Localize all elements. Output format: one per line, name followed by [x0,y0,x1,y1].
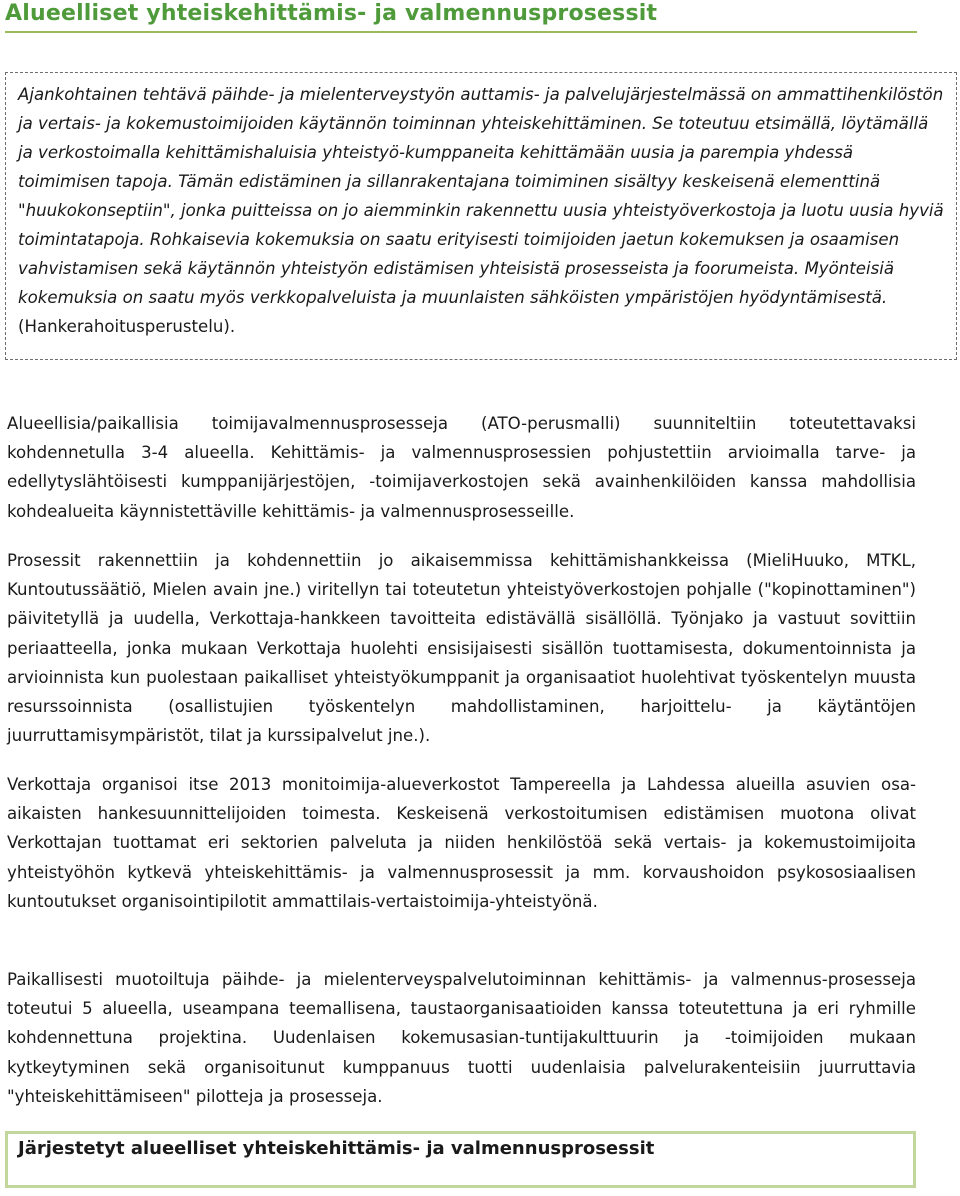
page-title: Alueelliset yhteiskehittämis- ja valmennusprosessit [5,0,917,33]
quote-text: Ajankohtainen tehtävä päihde- ja mielenterveystyön auttamis- ja palvelujärjestelmässä on ammattihenkilöstön ja vertais- ja kokemustoimijoiden käytännön toiminnan yhteiskehittäminen. Se toteutuu etsimällä, löytämällä ja verkostoimalla kehittämishaluisia yhteistyö-kumppaneita kehittämään uusia ja parempia yhdessä toimimisen tapoja. Tämän edistäminen ja sillanrakentajana toimiminen sisältyy keskeisenä elementtinä "huukokonseptiin", jonka puitteissa on jo aiemminkin rakennettu uusia yhteistyöverkostoja ja luotu uusia hyviä toimintatapoja. Rohkaisevia kokemuksia on saatu erityisesti toimijoiden jaetun kokemuksen ja osaamisen vahvistamisen sekä käytännön yhteistyön edistämisen yhteisistä prosesseista ja foorumeista. Myönteisiä kokemuksia on saatu myös verkkopalveluista ja muunlaisten sähköisten ympäristöjen hyödyntämisestä. [18,85,944,307]
body-paragraph-3: Verkottaja organisoi itse 2013 monitoimija-alueverkostot Tampereella ja Lahdessa alueilla asuvien osa-aikaisten hankesuunnittelijoiden toimesta. Keskeisenä verkostoitumisen edistämisen muotona olivat Verkottajan tuottamat eri sektorien palveluta ja niiden henkilöstöä sekä vertais- ja kokemustoimijoita yhteistyöhön kytkevä yhteiskehittämis- ja valmennusprosessit ja mm. korvaushoidon psykososiaalisen kuntoutukset organisointipilotit ammattilais-vertaistoimija-yhteistyönä. [7,775,916,911]
body-paragraph-1: Alueellisia/paikallisia toimijavalmennusprosesseja (ATO-perusmalli) suunniteltiin toteutettavaksi kohdennetulla 3-4 alueella. Kehittämis- ja valmennusprosessien pohjustettiin arvioimalla tarve- ja edellytyslähtöisesti kumppanijärjestöjen, -toimijaverkostojen sekä avainhenkilöiden kanssa mahdollisia kohdealueita käynnistettäville kehittämis- ja valmennusprosesseille. [7,414,916,521]
section-heading-box [5,1131,916,1188]
section-heading: Järjestetyt alueelliset yhteiskehittämis- ja valmennusprosessit [18,1138,655,1159]
body-paragraph-2: Prosessit rakennettiin ja kohdennettiin jo aikaisemmissa kehittämishankkeissa (MieliHuuko, MTKL, Kuntoutussäätiö, Mielen avain jne.) viritellyn tai toteutetun yhteistyöverkostojen pohjalle ("kopinottaminen") päivitetyllä ja uudella, Verkottaja-hankkeen tavoitteita edistävällä sisällöllä. Työnjako ja vastuut sovittiin periaatteella, jonka mukaan Verkottaja huolehti ensisijaisesti sisällön tuottamisesta, dokumentoinnista ja arvioinnista kun puolestaan paikalliset yhteistyökumppanit ja organisaatiot huolehtivat työskentelyn muusta resurssoinnista (osallistujien työskentelyn mahdollistaminen, harjoittelu- ja käytäntöjen juurruttamisympäristöt, tilat ja kurssipalvelut jne.). [7,551,916,746]
quote-box [5,72,957,360]
quote-source: (Hankerahoitusperustelu). [18,317,236,336]
body-paragraph-4: Paikallisesti muotoiltuja päihde- ja mielenterveyspalvelutoiminnan kehittämis- ja valmennus-prosesseja toteutui 5 alueella, useampana teemallisena, taustaorganisaatioiden kanssa toteutettuna ja eri ryhmille kohdennettuna projektina. Uudenlaisen kokemusasian-tuntijakulttuurin ja -toimijoiden mukaan kytkeytyminen sekä organisoitunut kumppanuus tuotti uudenlaisia palvelurakenteisiin juurruttavia "yhteiskehittämiseen" pilotteja ja prosesseja. [7,970,916,1106]
